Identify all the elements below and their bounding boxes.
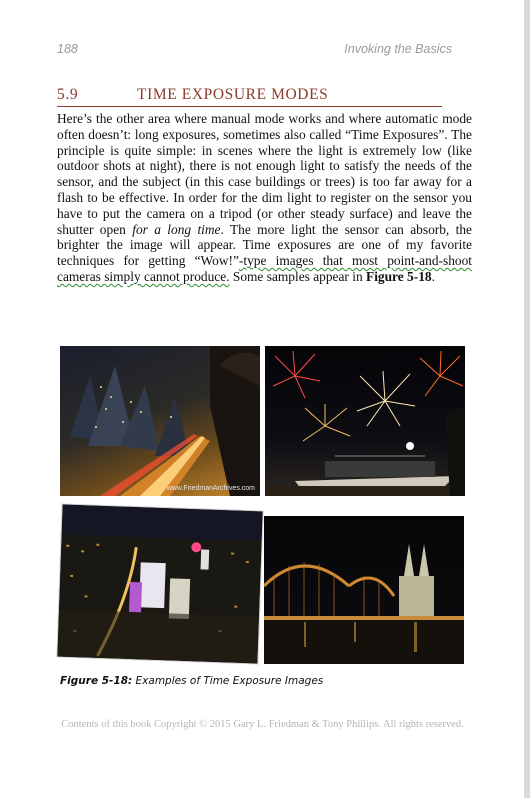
bridge-cathedral-graphic (264, 516, 464, 664)
section-title: TIME EXPOSURE MODES (137, 86, 329, 103)
copyright-footer: Contents of this book Copyright © 2015 Gary L. Friedman & Tony Phillips. All rights reserved. (61, 719, 464, 730)
fireworks-graphic (265, 346, 465, 496)
caption-label: Figure 5-18: (60, 675, 133, 687)
photo-las-vegas-night (57, 505, 262, 664)
body-paragraph (57, 111, 472, 285)
photo-watermark: www.FriedmanArchives.com (166, 485, 255, 492)
page-edge-shadow (524, 0, 530, 798)
body-text-part2: . The more light the sensor can absorb, the brighter the image will appear. Time exposures are one of my favorite techniques for getting “Wow!” (57, 221, 473, 269)
section-number: 5.9 (57, 86, 79, 103)
running-header-title: Invoking the Basics (344, 42, 452, 56)
photo-city-freeway-night (60, 346, 260, 496)
body-text-part1: Here’s the other area where manual mode works and where automatic mode often doesn’t: long exposures, sometimes also called “Time Exposures”. The principle is quite simple: in scenes where the light is extremely low (like outdoor shots at night), there is not enough light to satisfy the needs of the sensor, and the subject (in this case buildings or trees) is too far away for a flash to be effective. In order for the dim light to register on the sensor you have to put the camera on a tripod (or other steady surface) and leave the shutter open (57, 111, 472, 237)
las-vegas-graphic (57, 505, 262, 664)
figure-reference: Figure 5-18 (366, 268, 432, 284)
body-text-part3: Some samples appear in (229, 268, 367, 284)
body-text-part4: . (431, 268, 435, 284)
page-number: 188 (57, 42, 78, 56)
spellcheck-underlined-text: -type images that most point-and-shoot cameras simply cannot produce. (57, 253, 472, 284)
caption-text: Examples of Time Exposure Images (132, 675, 324, 687)
city-freeway-graphic (60, 346, 260, 496)
photo-fireworks (265, 346, 465, 496)
section-heading (57, 86, 442, 107)
body-emphasis: for a long time (132, 221, 221, 237)
photo-bridge-cathedral (264, 516, 464, 664)
figure-caption (60, 675, 323, 687)
